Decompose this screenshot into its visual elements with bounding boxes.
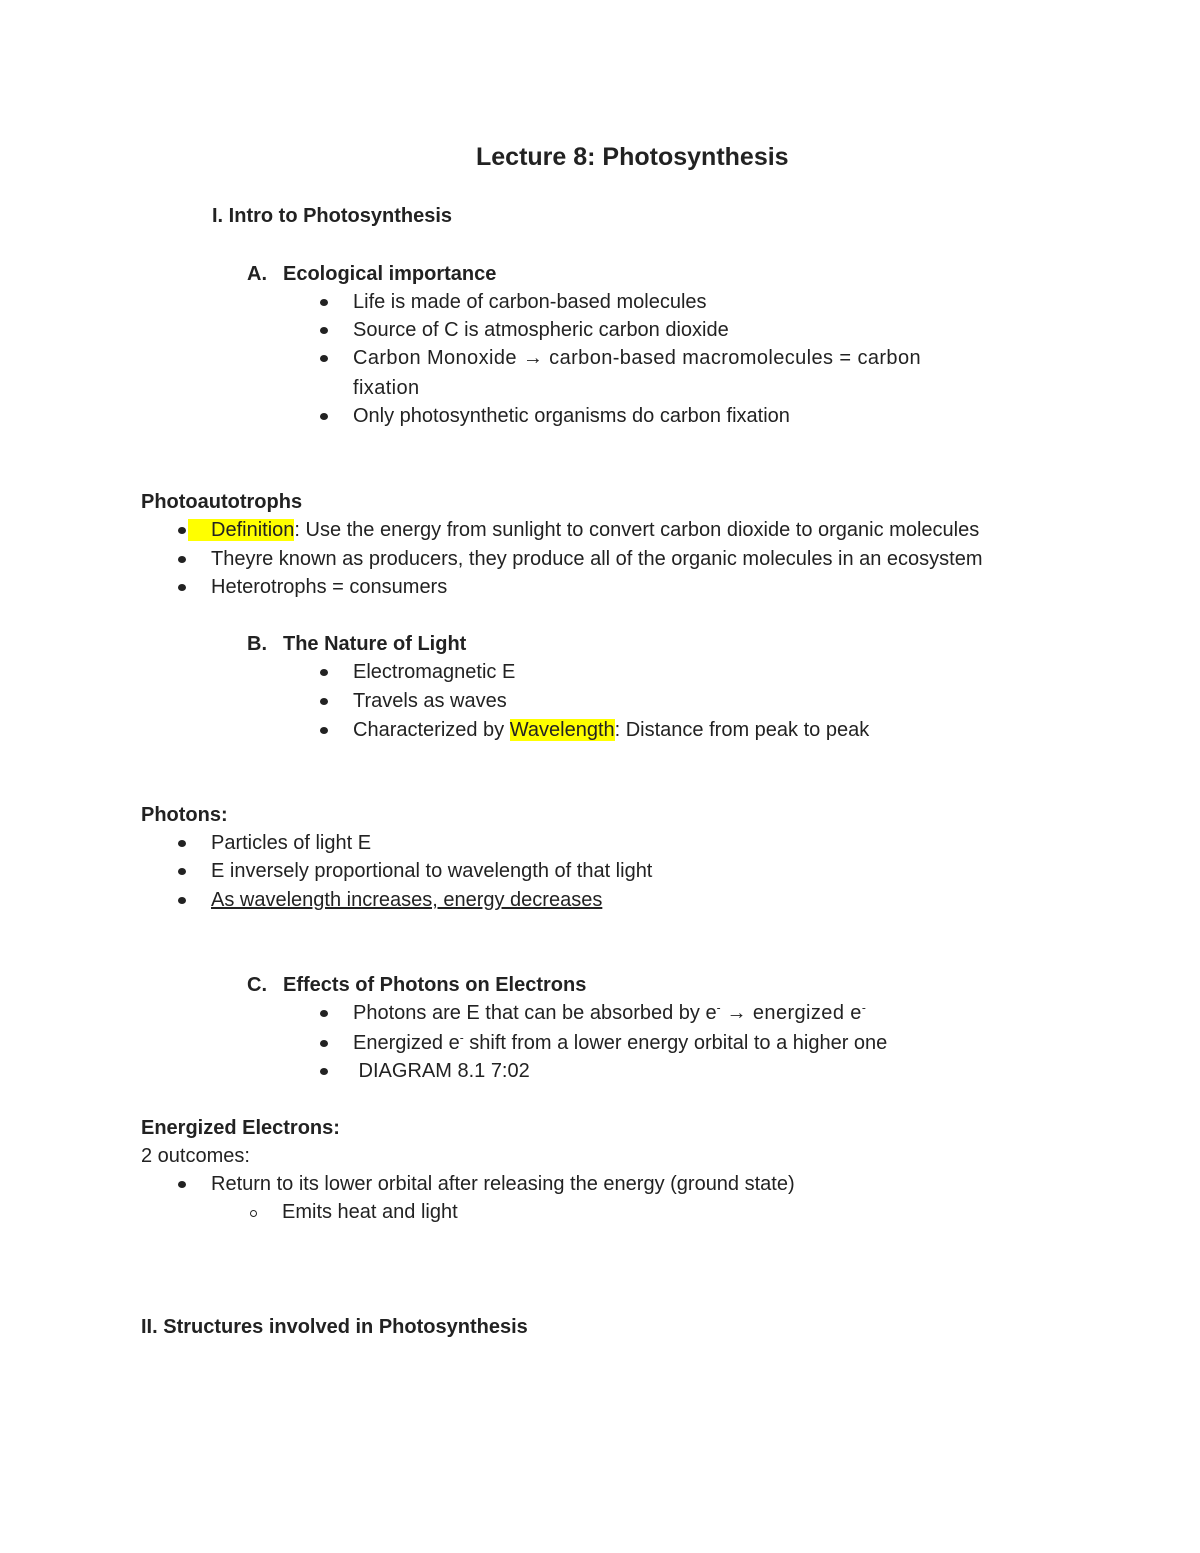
list-item: Particles of light E <box>211 832 372 854</box>
subheading-nature-of-light: The Nature of Light <box>283 633 467 655</box>
energized-text: → energized e <box>720 1002 862 1024</box>
list-item <box>353 1031 887 1055</box>
orbital-shift-text: shift from a lower energy orbital to a higher one <box>463 1032 888 1054</box>
outcomes-label: 2 outcomes: <box>141 1145 250 1167</box>
highlight-definition: Definition <box>188 519 294 541</box>
highlight-wavelength: Wavelength <box>509 719 615 741</box>
subheading-letter-c: C. <box>247 974 267 996</box>
heading-photoautotrophs: Photoautotrophs <box>141 491 303 513</box>
list-item: Theyre known as producers, they produce all of the organic molecules in an ecosystem <box>211 548 983 570</box>
list-item: Electromagnetic E <box>353 661 516 683</box>
heading-photons: Photons: <box>141 804 228 826</box>
list-item-continued: fixation <box>353 377 420 399</box>
wavelength-prefix: Characterized by <box>353 719 510 741</box>
sub-list-item: Emits heat and light <box>282 1201 458 1223</box>
list-item: Heterotrophs = consumers <box>211 576 448 598</box>
bullet-dot <box>178 527 186 534</box>
superscript-minus: - <box>459 1030 464 1045</box>
subheading-ecological-importance: Ecological importance <box>283 263 497 285</box>
list-item-definition <box>188 518 979 542</box>
bullet-dot <box>320 413 328 420</box>
list-item: Return to its lower orbital after releasing the energy (ground state) <box>211 1173 795 1195</box>
bullet-dot <box>320 1040 328 1047</box>
bullet-dot <box>320 1010 328 1017</box>
list-item: Source of C is atmospheric carbon dioxide <box>353 319 729 341</box>
sub-bullet-circle <box>250 1210 257 1217</box>
list-item: DIAGRAM 8.1 7:02 <box>353 1060 530 1082</box>
subheading-letter-b: B. <box>247 633 267 655</box>
section-heading-intro: I. Intro to Photosynthesis <box>212 205 453 227</box>
superscript-minus: - <box>861 1000 866 1015</box>
bullet-dot <box>320 355 328 362</box>
superscript-minus: - <box>716 1000 721 1015</box>
bullet-dot <box>320 327 328 334</box>
bullet-dot <box>320 1068 328 1075</box>
list-item: Only photosynthetic organisms do carbon fixation <box>353 405 790 427</box>
list-item: Travels as waves <box>353 690 507 712</box>
list-item-underlined: As wavelength increases, energy decreases <box>211 889 603 911</box>
subheading-letter-a: A. <box>247 263 267 285</box>
bullet-dot <box>178 897 186 904</box>
bullet-dot <box>320 698 328 705</box>
list-item-wavelength <box>353 718 869 742</box>
bullet-dot <box>178 556 186 563</box>
bullet-dot <box>320 727 328 734</box>
section-heading-structures: II. Structures involved in Photosynthesis <box>141 1316 528 1338</box>
bullet-dot <box>178 584 186 591</box>
list-item <box>353 1001 866 1025</box>
lecture-title: Lecture 8: Photosynthesis <box>476 143 789 171</box>
list-item: Carbon Monoxide → carbon-based macromolecules = carbon <box>353 347 921 369</box>
bullet-dot <box>178 840 186 847</box>
list-item: E inversely proportional to wavelength of that light <box>211 860 653 882</box>
definition-text: : Use the energy from sunlight to convert carbon dioxide to organic molecules <box>294 519 980 541</box>
list-item: Life is made of carbon-based molecules <box>353 291 707 313</box>
energized-e-text: Energized e <box>353 1032 460 1054</box>
wavelength-suffix: : Distance from peak to peak <box>614 719 870 741</box>
heading-energized-electrons: Energized Electrons: <box>141 1117 340 1139</box>
bullet-dot <box>320 299 328 306</box>
bullet-dot <box>320 669 328 676</box>
bullet-dot <box>178 868 186 875</box>
subheading-effects-of-photons: Effects of Photons on Electrons <box>283 974 587 996</box>
bullet-dot <box>178 1181 186 1188</box>
photons-absorbed-text: Photons are E that can be absorbed by e <box>353 1002 717 1024</box>
